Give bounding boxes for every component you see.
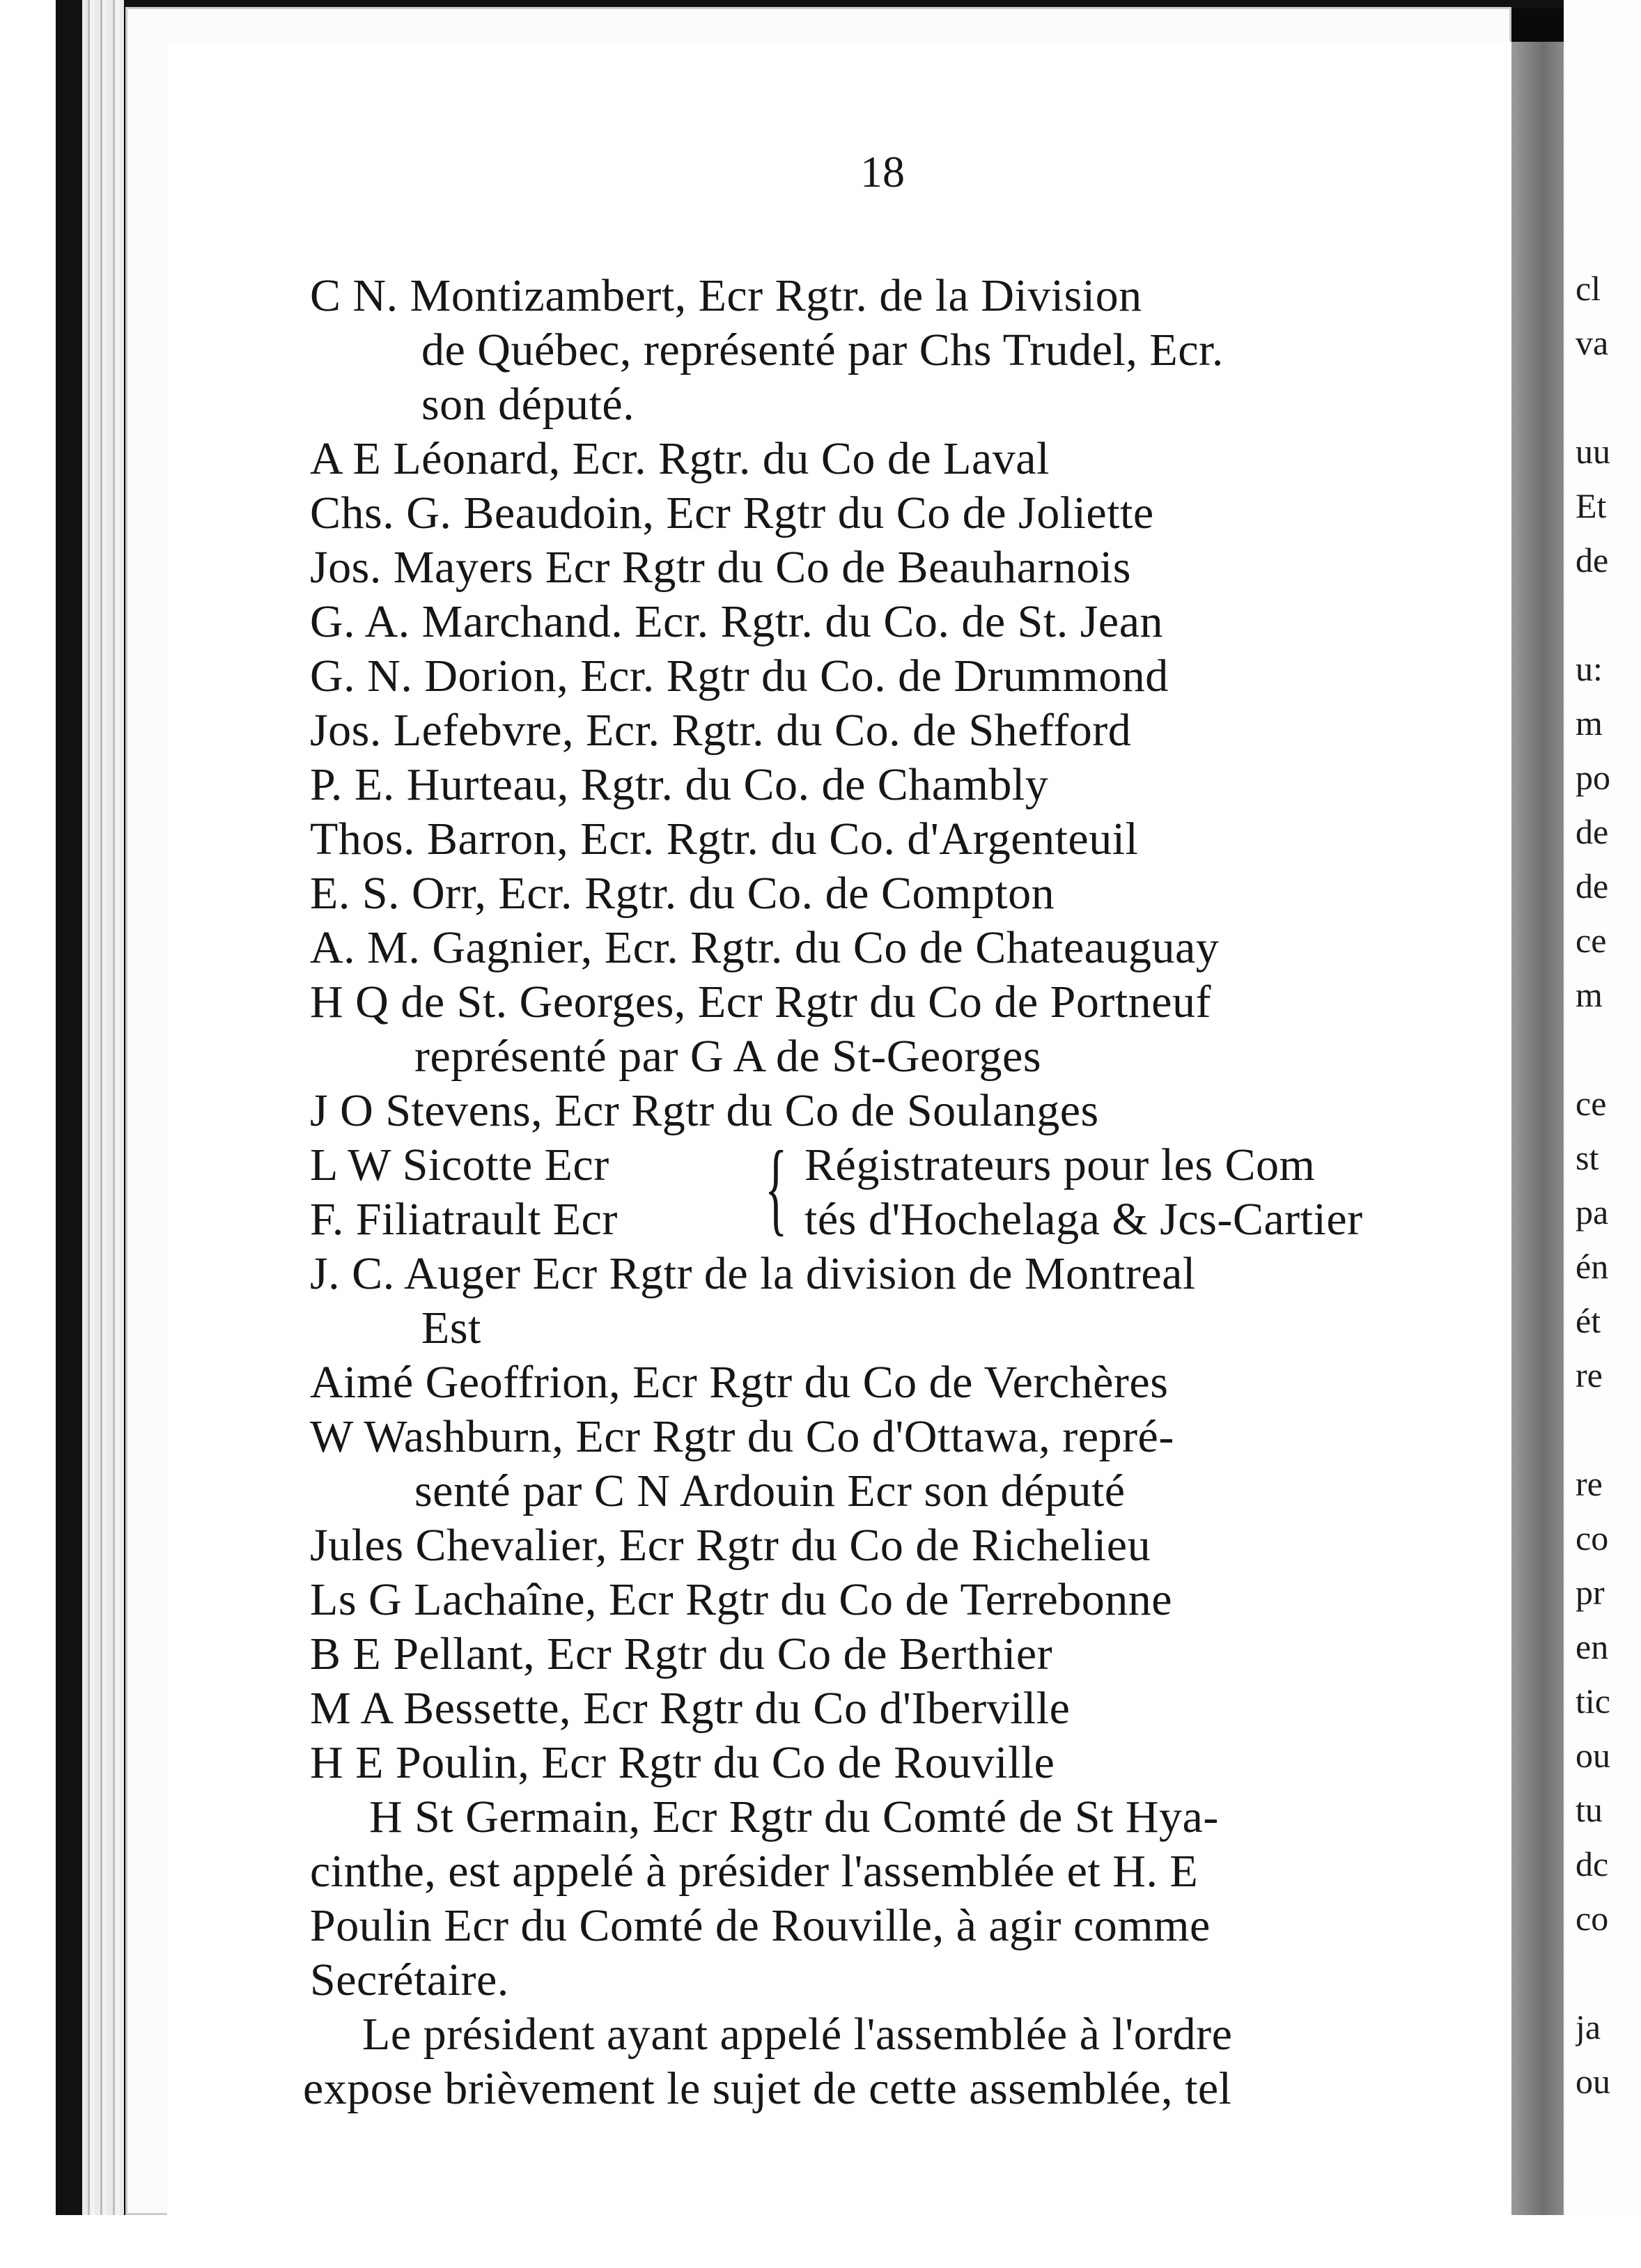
facing-text-fragment: va bbox=[1576, 323, 1609, 362]
text-line: Est bbox=[421, 1303, 481, 1353]
facing-text-fragment: pr bbox=[1576, 1573, 1605, 1612]
facing-text-fragment: dc bbox=[1576, 1844, 1609, 1883]
text-line: B E Pellant, Ecr Rgtr du Co de Berthier bbox=[310, 1629, 1053, 1679]
facing-text-fragment: u: bbox=[1576, 649, 1603, 688]
text-line: W Washburn, Ecr Rgtr du Co d'Ottawa, repré- bbox=[310, 1411, 1174, 1462]
facing-text-fragment: ja bbox=[1576, 2007, 1601, 2046]
text-line: L W Sicotte Ecr bbox=[310, 1140, 609, 1190]
scan-bottom-margin bbox=[0, 2215, 1641, 2268]
page-edges bbox=[82, 0, 124, 2268]
facing-text-fragment: co bbox=[1576, 1899, 1609, 1938]
text-line: Aimé Geoffrion, Ecr Rgtr du Co de Verchères bbox=[310, 1357, 1169, 1408]
facing-text-fragment: de bbox=[1576, 867, 1609, 906]
text-line: Chs. G. Beaudoin, Ecr Rgtr du Co de Joliette bbox=[310, 488, 1154, 538]
text-line: H St Germain, Ecr Rgtr du Comté de St Hya- bbox=[369, 1792, 1219, 1842]
facing-text-fragment: st bbox=[1576, 1138, 1599, 1177]
facing-text-fragment: en bbox=[1576, 1627, 1609, 1666]
text-line: représenté par G A de St-Georges bbox=[414, 1031, 1042, 1082]
brace-symbol: { bbox=[765, 1130, 788, 1245]
text-line: C N. Montizambert, Ecr Rgtr. de la Division bbox=[310, 270, 1142, 321]
text-line: Ls G Lachaîne, Ecr Rgtr du Co de Terrebonne bbox=[310, 1574, 1173, 1625]
text-line: cinthe, est appelé à présider l'assemblée et H. E bbox=[310, 1846, 1199, 1897]
facing-text-fragment: ce bbox=[1576, 921, 1607, 960]
text-line: H E Poulin, Ecr Rgtr du Co de Rouville bbox=[310, 1737, 1055, 1788]
facing-text-fragment: m bbox=[1576, 975, 1603, 1014]
text-line: Secrétaire. bbox=[310, 1955, 509, 2005]
facing-text-fragment: én bbox=[1576, 1247, 1609, 1286]
facing-text-fragment: de bbox=[1576, 812, 1609, 851]
facing-text-fragment: cl bbox=[1576, 269, 1601, 308]
book-spine-shadow bbox=[1511, 42, 1564, 2229]
facing-text-fragment: de bbox=[1576, 541, 1609, 580]
text-line: son député. bbox=[421, 379, 635, 430]
text-line: Le président ayant appelé l'assemblée à l'ordre bbox=[362, 2009, 1233, 2060]
text-line: A E Léonard, Ecr. Rgtr. du Co de Laval bbox=[310, 433, 1050, 484]
text-line: Jos. Mayers Ecr Rgtr du Co de Beauharnois bbox=[310, 542, 1131, 593]
facing-text-fragment: tic bbox=[1576, 1681, 1610, 1721]
text-line: H Q de St. Georges, Ecr Rgtr du Co de Portneuf bbox=[310, 977, 1211, 1027]
text-line: de Québec, représenté par Chs Trudel, Ecr. bbox=[421, 325, 1224, 375]
facing-text-fragment: ét bbox=[1576, 1301, 1601, 1340]
text-line: F. Filiatrault Ecr bbox=[310, 1194, 618, 1245]
text-line: Jos. Lefebvre, Ecr. Rgtr. du Co. de Shefford bbox=[310, 705, 1132, 756]
facing-text-fragment: uu bbox=[1576, 432, 1610, 471]
facing-text-fragment: co bbox=[1576, 1519, 1609, 1558]
facing-text-fragment: pa bbox=[1576, 1193, 1609, 1232]
facing-text-fragment: po bbox=[1576, 758, 1610, 797]
text-line: Poulin Ecr du Comté de Rouville, à agir comme bbox=[310, 1900, 1211, 1951]
text-line: Jules Chevalier, Ecr Rgtr du Co de Richelieu bbox=[310, 1520, 1151, 1571]
text-line: J. C. Auger Ecr Rgtr de la division de Montreal bbox=[310, 1248, 1196, 1299]
facing-text-fragment: m bbox=[1576, 704, 1603, 743]
text-line: Régistrateurs pour les Com bbox=[804, 1140, 1316, 1190]
text-line: P. E. Hurteau, Rgtr. du Co. de Chambly bbox=[310, 759, 1049, 810]
text-line: Thos. Barron, Ecr. Rgtr. du Co. d'Argenteuil bbox=[310, 814, 1139, 864]
text-line: tés d'Hochelaga & Jcs-Cartier bbox=[804, 1194, 1363, 1245]
text-line: expose brièvement le sujet de cette assemblée, tel bbox=[303, 2063, 1232, 2114]
facing-text-fragment: ou bbox=[1576, 1736, 1610, 1775]
text-line: A. M. Gagnier, Ecr. Rgtr. du Co de Chateauguay bbox=[310, 922, 1220, 973]
facing-text-fragment: re bbox=[1576, 1464, 1603, 1503]
text-line: M A Bessette, Ecr Rgtr du Co d'Iberville bbox=[310, 1683, 1071, 1734]
text-line: G. A. Marchand. Ecr. Rgtr. du Co. de St. Jean bbox=[310, 596, 1164, 647]
text-line: G. N. Dorion, Ecr. Rgtr du Co. de Drummond bbox=[310, 651, 1169, 701]
facing-text-fragment: re bbox=[1576, 1356, 1603, 1395]
facing-text-fragment: ce bbox=[1576, 1084, 1607, 1123]
book-binding bbox=[0, 0, 82, 2268]
text-line: J O Stevens, Ecr Rgtr du Co de Soulanges bbox=[310, 1085, 1099, 1136]
facing-text-fragment: tu bbox=[1576, 1790, 1603, 1829]
page-number: 18 bbox=[860, 147, 905, 196]
text-line: senté par C N Ardouin Ecr son député bbox=[414, 1466, 1126, 1516]
facing-text-fragment: ou bbox=[1576, 2062, 1610, 2101]
text-line: E. S. Orr, Ecr. Rgtr. du Co. de Compton bbox=[310, 868, 1055, 919]
facing-text-fragment: Et bbox=[1576, 486, 1607, 525]
